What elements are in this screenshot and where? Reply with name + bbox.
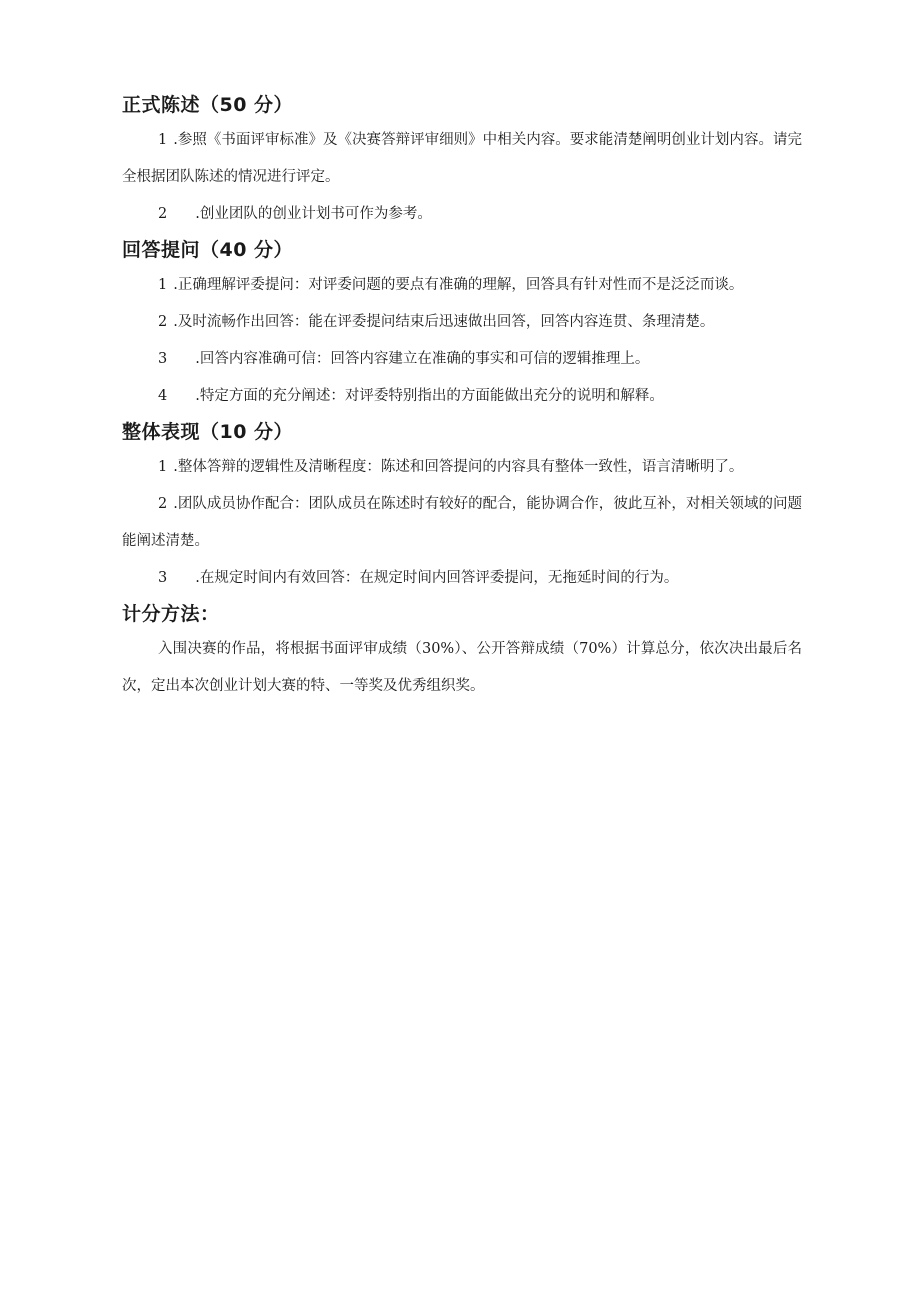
item-number: 3 bbox=[158, 351, 168, 367]
item-number: 1 bbox=[158, 132, 168, 148]
section-heading-scoring-method: 计分方法： bbox=[122, 603, 220, 625]
list-item bbox=[122, 122, 802, 196]
item-number: 1 bbox=[158, 459, 168, 475]
list-item bbox=[122, 378, 802, 415]
item-text: .正确理解评委提问：对评委问题的要点有准确的理解，回答具有针对性而不是泛泛而谈。 bbox=[173, 277, 744, 293]
item-number: 2 bbox=[158, 496, 168, 512]
list-item bbox=[122, 449, 802, 486]
list-item bbox=[122, 304, 802, 341]
list-item bbox=[122, 196, 802, 233]
item-text: .整体答辩的逻辑性及清晰程度：陈述和回答提问的内容具有整体一致性，语言清晰明了。 bbox=[173, 459, 744, 475]
item-number: 4 bbox=[158, 388, 168, 404]
section-heading-overall-performance: 整体表现（10 分） bbox=[122, 421, 294, 443]
item-text: .团队成员协作配合：团队成员在陈述时有较好的配合，能协调合作，彼此互补，对相关领域的问题能阐述清楚。 bbox=[122, 496, 802, 549]
item-number: 2 bbox=[158, 314, 168, 330]
list-item bbox=[122, 267, 802, 304]
section-heading-formal-statement: 正式陈述（50 分） bbox=[122, 94, 294, 116]
item-number: 3 bbox=[158, 570, 168, 586]
item-text: .特定方面的充分阐述：对评委特别指出的方面能做出充分的说明和解释。 bbox=[195, 388, 664, 404]
scoring-paragraph: 入围决赛的作品，将根据书面评审成绩（30%）、公开答辩成绩（70%）计算总分，依次决出最后名次，定出本次创业计划大赛的特、一等奖及优秀组织奖。 bbox=[122, 641, 802, 694]
item-text: .在规定时间内有效回答：在规定时间内回答评委提问，无拖延时间的行为。 bbox=[195, 570, 679, 586]
document-page bbox=[122, 88, 802, 705]
list-item bbox=[122, 560, 802, 597]
list-item bbox=[122, 341, 802, 378]
item-text: .回答内容准确可信：回答内容建立在准确的事实和可信的逻辑推理上。 bbox=[195, 351, 650, 367]
item-text: .及时流畅作出回答：能在评委提问结束后迅速做出回答，回答内容连贯、条理清楚。 bbox=[173, 314, 715, 330]
item-text: .参照《书面评审标准》及《决赛答辩评审细则》中相关内容。要求能清楚阐明创业计划内容。请完全根据团队陈述的情况进行评定。 bbox=[122, 132, 802, 185]
section-heading-answer-questions: 回答提问（40 分） bbox=[122, 239, 294, 261]
item-text: .创业团队的创业计划书可作为参考。 bbox=[195, 206, 432, 222]
list-item bbox=[122, 486, 802, 560]
item-number: 2 bbox=[158, 206, 168, 222]
item-number: 1 bbox=[158, 277, 168, 293]
